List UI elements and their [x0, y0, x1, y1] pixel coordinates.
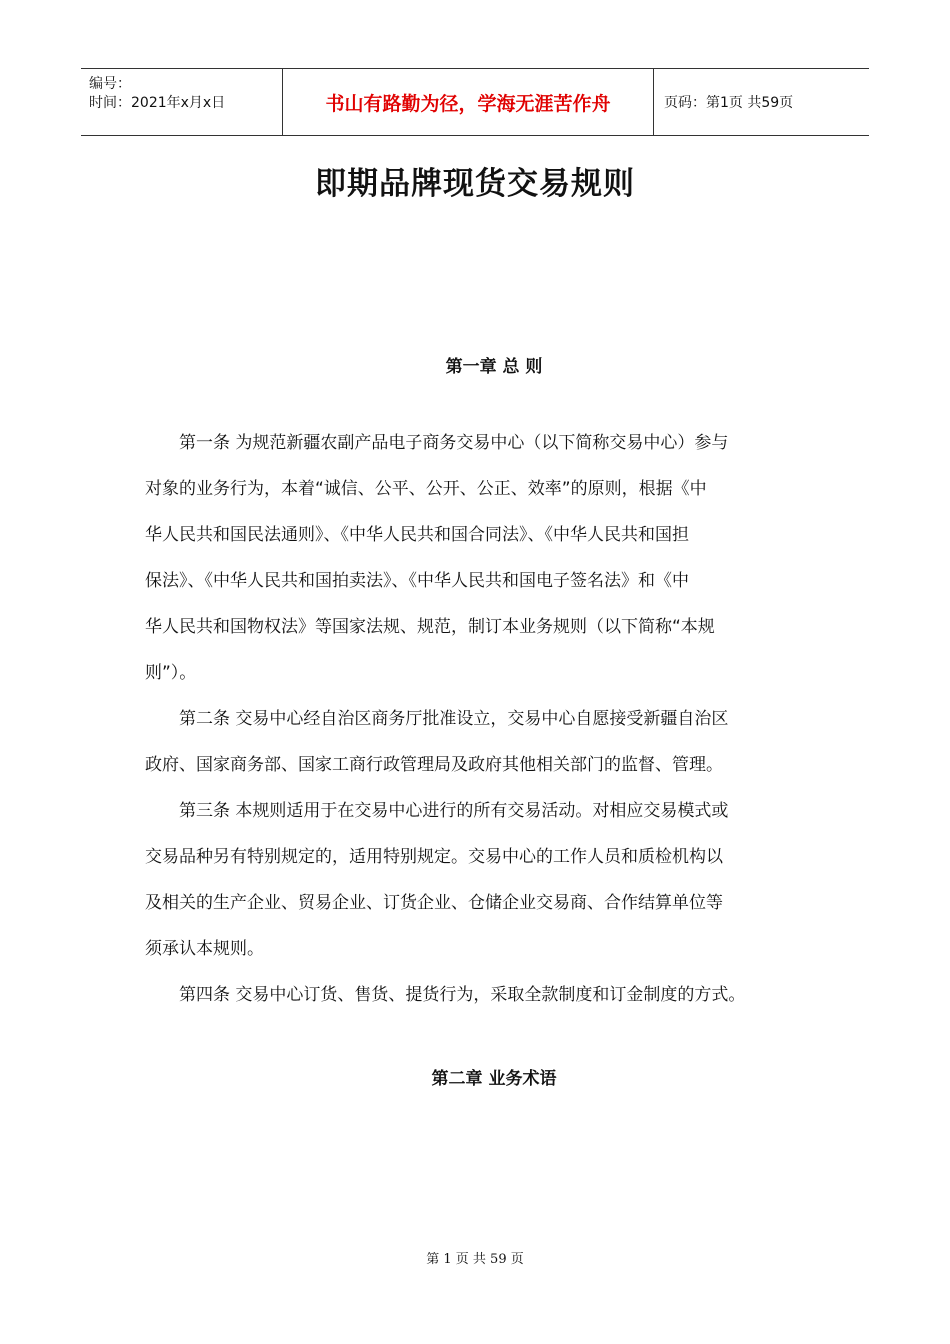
- header-meta: [81, 69, 282, 135]
- article-3-line: 须承认本规则。: [145, 939, 264, 959]
- article-1-line: 第一条 为规范新疆农副产品电子商务交易中心（以下简称交易中心）参与: [145, 433, 729, 453]
- article-3: [145, 800, 815, 984]
- article-3-line: 第三条 本规则适用于在交易中心进行的所有交易活动。对相应交易模式或: [145, 801, 729, 821]
- article-1-line: 华人民共和国民法通则》、《中华人民共和国合同法》、《中华人民共和国担: [145, 525, 689, 545]
- page-footer: 第 1 页 共 59 页: [426, 1252, 524, 1267]
- article-1-line: 则”）。: [145, 663, 197, 683]
- article-2: [145, 708, 815, 800]
- article-1: [145, 432, 815, 708]
- article-4-line: 第四条 交易中心订货、售货、提货行为，采取全款制度和订金制度的方式。: [145, 985, 746, 1005]
- article-1-line: 华人民共和国物权法》等国家法规、规范，制订本业务规则（以下简称“本规: [145, 617, 715, 637]
- header-page-info: 页码：第1页 共59页: [664, 95, 794, 111]
- article-1-line: 对象的业务行为，本着“诚信、公平、公开、公正、效率”的原则，根据《中: [145, 479, 707, 499]
- document-number-label: 编号：: [89, 76, 131, 92]
- article-1-line: 保法》、《中华人民共和国拍卖法》、《中华人民共和国电子签名法》和《中: [145, 571, 689, 591]
- chapter-2-heading: 第二章 业务术语: [431, 1069, 557, 1089]
- article-2-line: 第二条 交易中心经自治区商务厅批准设立，交易中心自愿接受新疆自治区: [145, 709, 729, 729]
- article-3-line: 及相关的生产企业、贸易企业、订货企业、仓储企业交易商、合作结算单位等: [145, 893, 723, 913]
- article-4: [145, 984, 815, 1030]
- page-header: [81, 68, 869, 136]
- document-date: 时间：2021年x月x日: [89, 95, 226, 111]
- article-2-line: 政府、国家商务部、国家工商行政管理局及政府其他相关部门的监督、管理。: [145, 755, 723, 775]
- article-3-line: 交易品种另有特别规定的，适用特别规定。交易中心的工作人员和质检机构以: [145, 847, 723, 867]
- header-motto: 书山有路勤为径，学海无涯苦作舟: [282, 69, 654, 135]
- chapter-1-heading: 第一章 总 则: [445, 357, 543, 377]
- document-title: 即期品牌现货交易规则: [315, 166, 635, 202]
